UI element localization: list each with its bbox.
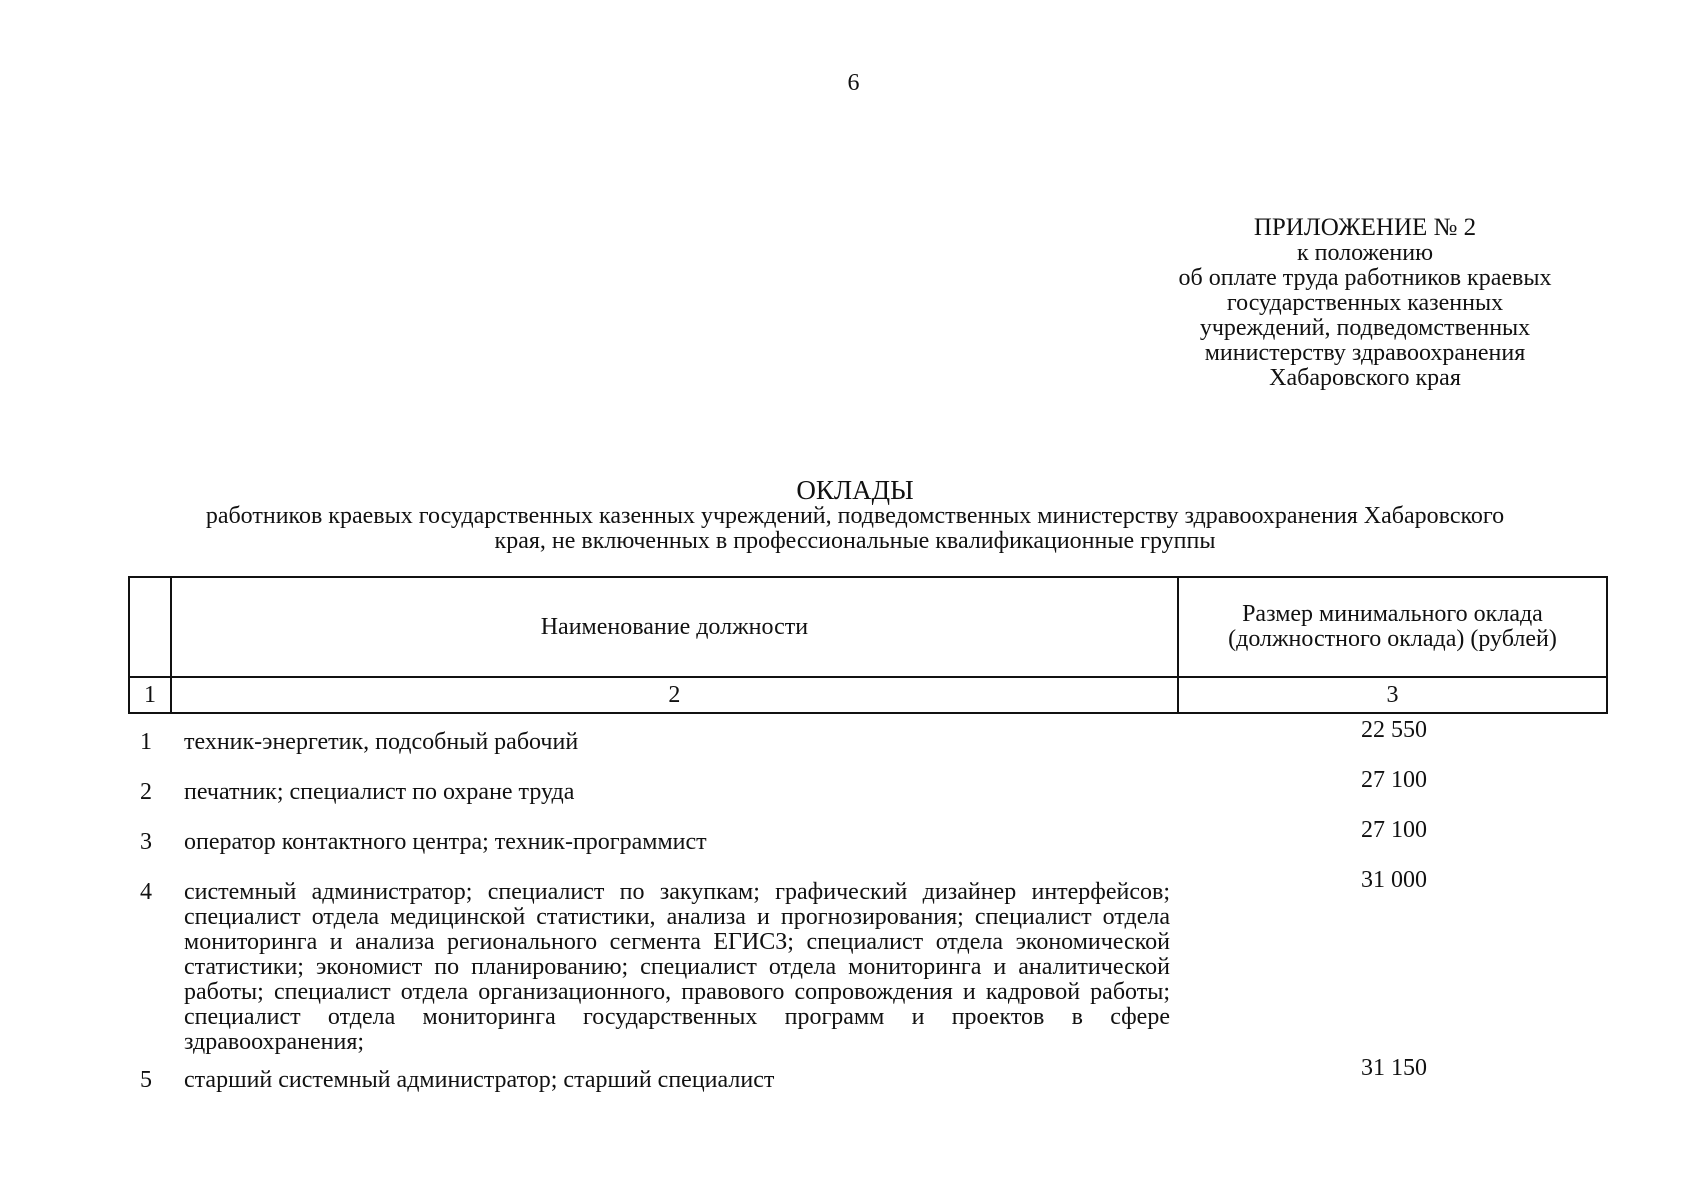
appendix-line: об оплате труда работников краевых — [1178, 265, 1552, 291]
header-salary-line-1: Размер минимального оклада — [1242, 601, 1543, 627]
row-position-name: системный администратор; специалист по закупкам; графический дизайнер интерфейсов; специалист отдела медицинской статистики, анализа и прогнозирования; специалист отдела мониторинга и анализа регионального сегмента ЕГИСЗ; специалист отдела экономической статистики; экономист по планированию; специалист отдела мониторинга и аналитической работы; специалист отдела организационного, правового сопровождения и кадровой работы; специалист отдела мониторинга государственных программ и проектов в сфере здравоохранения; — [184, 879, 1170, 1055]
appendix-line: Хабаровского края — [1269, 365, 1461, 391]
column-number-2: 2 — [171, 677, 1178, 713]
row-position-name: старший системный администратор; старший специалист — [184, 1067, 775, 1093]
row-salary: 31 000 — [1361, 867, 1427, 893]
row-salary: 27 100 — [1361, 767, 1427, 793]
header-col-position: Наименование должности — [171, 577, 1178, 677]
heading-subtitle-line-1: работников краевых государственных казенных учреждений, подведомственных министерству здравоохранения Хабаровского — [205, 503, 1505, 529]
row-position-name: техник-энергетик, подсобный рабочий — [184, 729, 579, 755]
heading-subtitle-line-2: края, не включенных в профессиональные квалификационные группы — [494, 528, 1216, 554]
row-number: 3 — [140, 829, 152, 855]
table-column-numbers-row — [129, 677, 1607, 713]
table-row — [128, 768, 1608, 818]
page-number: 6 — [847, 70, 860, 96]
row-number: 4 — [140, 879, 152, 905]
table-row — [128, 818, 1608, 868]
column-number-3: 3 — [1178, 677, 1607, 713]
document-heading — [120, 476, 1590, 554]
appendix-title: ПРИЛОЖЕНИЕ № 2 — [1253, 214, 1477, 241]
row-salary: 27 100 — [1361, 817, 1427, 843]
table-row — [128, 868, 1608, 1056]
column-number-1: 1 — [129, 677, 171, 713]
appendix-line: министерству здравоохранения — [1204, 340, 1526, 366]
row-number: 5 — [140, 1067, 152, 1093]
appendix-line: к положению — [1296, 240, 1434, 266]
row-salary: 22 550 — [1361, 717, 1427, 743]
row-number: 1 — [140, 729, 152, 755]
table-row — [128, 1056, 1608, 1096]
header-col-salary — [1178, 577, 1607, 677]
header-salary-line-2: (должностного оклада) (рублей) — [1228, 626, 1557, 652]
table-header-row — [129, 577, 1607, 677]
table-row — [128, 718, 1608, 768]
appendix-line: государственных казенных — [1226, 290, 1504, 316]
salary-rows — [128, 718, 1608, 1096]
row-position-name: печатник; специалист по охране труда — [184, 779, 575, 805]
row-position-name: оператор контактного центра; техник-программист — [184, 829, 707, 855]
salary-table-header — [128, 576, 1608, 714]
appendix-block — [1150, 214, 1580, 391]
header-col-number — [129, 577, 171, 677]
row-salary: 31 150 — [1361, 1055, 1427, 1081]
row-number: 2 — [140, 779, 152, 805]
appendix-line: учреждений, подведомственных — [1199, 315, 1531, 341]
heading-title: ОКЛАДЫ — [796, 475, 914, 505]
